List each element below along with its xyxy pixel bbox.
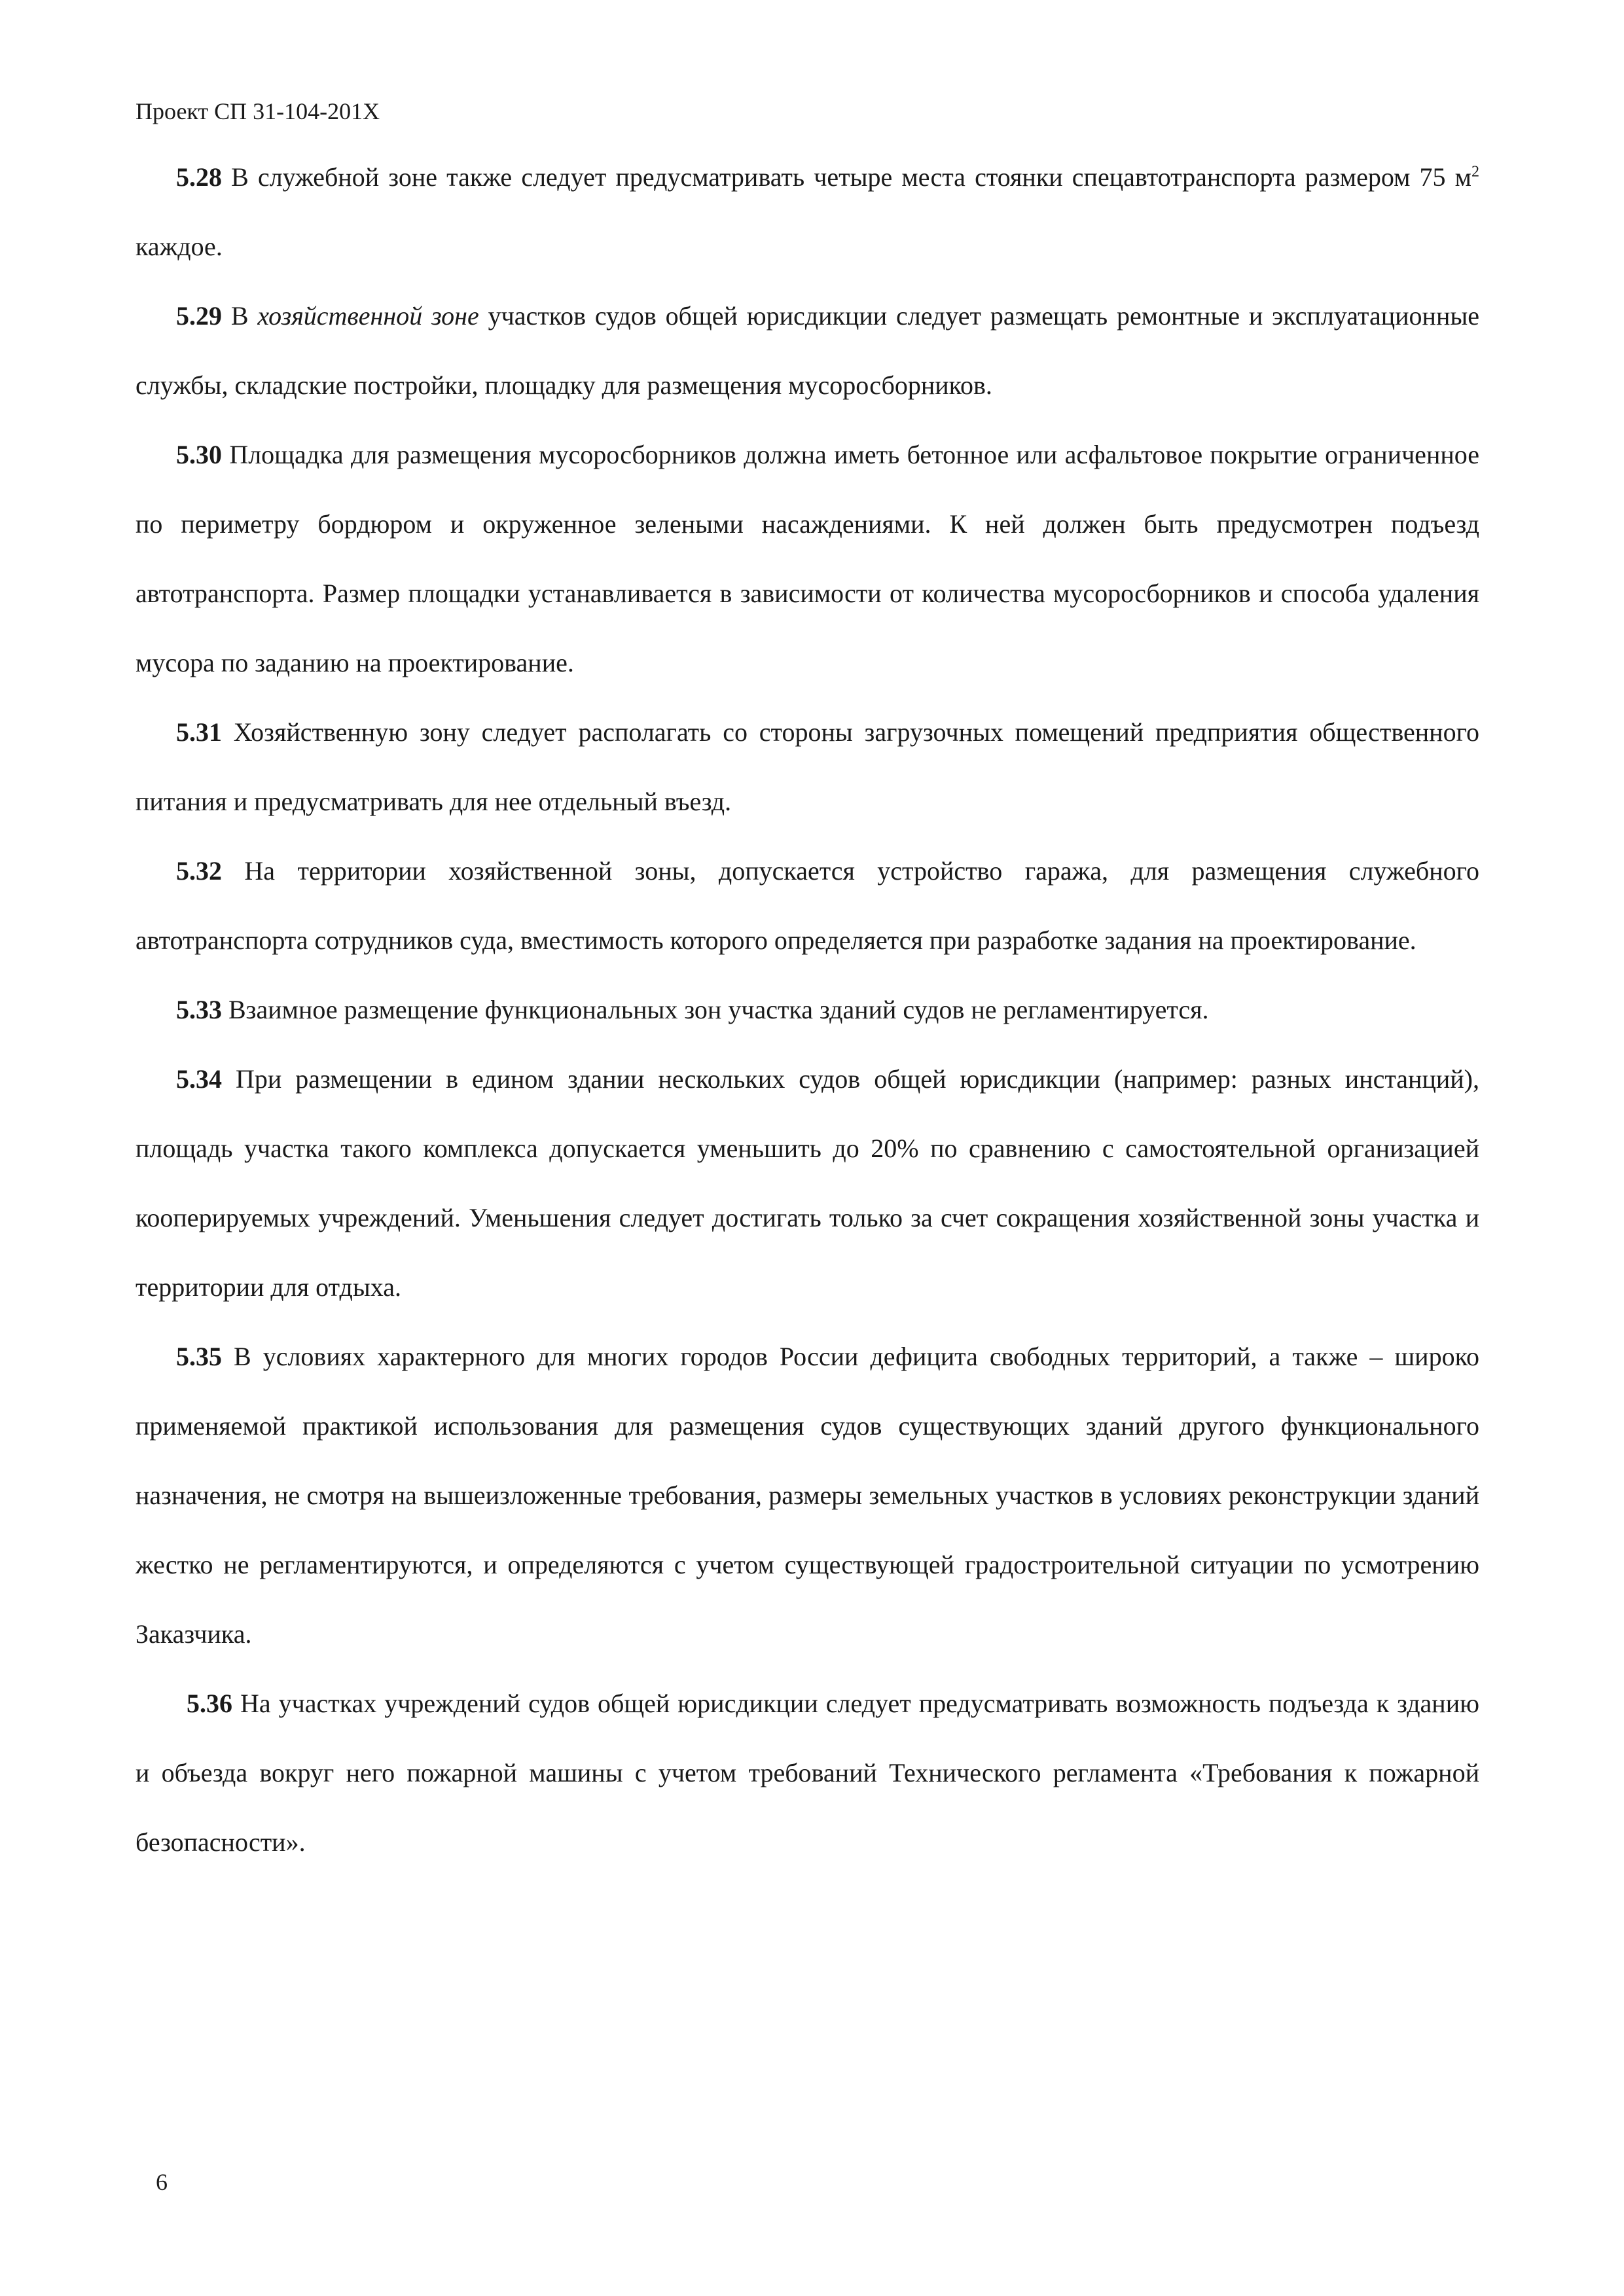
clause-5-36 <box>135 1669 1479 1877</box>
clause-5-34 <box>135 1045 1479 1322</box>
page-number: 6 <box>156 2169 168 2195</box>
clause-text: При размещении в едином здании нескольких судов общей юрисдикции (например: разных инстанций), площадь участка такого комплекса допускается уменьшить до 20% по сравнению с самостоятельной организацией кооперируемых учреждений. Уменьшения следует достигать только за счет сокращения хозяйственной зоны участка и территории для отдыха. <box>135 1064 1479 1302</box>
clause-5-32 <box>135 836 1479 975</box>
superscript: 2 <box>1471 163 1479 181</box>
clause-5-35 <box>135 1322 1479 1669</box>
clause-text: Взаимное размещение функциональных зон участка зданий судов не регламентируется. <box>222 995 1209 1024</box>
clause-text: участков судов общей юрисдикции следует размещать ремонтные и эксплуатационные службы, складские постройки, площадку для размещения мусоросборников. <box>135 301 1479 400</box>
clause-number: 5.34 <box>176 1064 222 1094</box>
clause-text: На участках учреждений судов общей юрисдикции следует предусматривать возможность подъезда к зданию и объезда вокруг него пожарной машины с учетом требований Технического регламента «Требования к пожарной безопасности». <box>135 1689 1479 1857</box>
clause-number: 5.29 <box>176 301 222 331</box>
clause-number: 5.32 <box>176 856 222 886</box>
clause-5-29 <box>135 281 1479 420</box>
clause-number: 5.28 <box>176 162 222 192</box>
clause-5-31 <box>135 698 1479 836</box>
clause-text: В служебной зоне также следует предусматривать четыре места стоянки спецавтотранспорта размером 75 м <box>222 162 1471 192</box>
clause-text: В условиях характерного для многих городов России дефицита свободных территорий, а также – широко применяемой практикой использования для размещения судов существующих зданий другого функционального назначения, не смотря на вышеизложенные требования, размеры земельных участков в условиях реконструкции зданий жестко не регламентируются, и определяются с учетом существующей градостроительной ситуации по усмотрению Заказчика. <box>135 1342 1479 1649</box>
clause-5-28 <box>135 143 1479 281</box>
clause-5-30 <box>135 420 1479 698</box>
clause-number: 5.33 <box>176 995 222 1024</box>
running-header: Проект СП 31-104-201Х <box>135 98 380 124</box>
italic-term: хозяйственной зоне <box>257 301 479 331</box>
clause-number: 5.31 <box>176 717 222 747</box>
clause-text: Хозяйственную зону следует располагать со стороны загрузочных помещений предприятия общественного питания и предусматривать для нее отдельный въезд. <box>135 717 1479 816</box>
body-text <box>135 143 1479 1877</box>
clause-number: 5.36 <box>187 1689 232 1718</box>
clause-text: каждое. <box>135 232 223 261</box>
clause-number: 5.30 <box>176 440 222 469</box>
clause-text: Площадка для размещения мусоросборников должна иметь бетонное или асфальтовое покрытие ограниченное по периметру бордюром и окруженное зелеными насаждениями. К ней должен быть предусмотрен подъезд автотранспорта. Размер площадки устанавливается в зависимости от количества мусоросборников и способа удаления мусора по заданию на проектирование. <box>135 440 1479 677</box>
clause-text: В <box>222 301 258 331</box>
clause-number: 5.35 <box>176 1342 222 1371</box>
clause-5-33 <box>135 975 1479 1045</box>
clause-text: На территории хозяйственной зоны, допускается устройство гаража, для размещения служебного автотранспорта сотрудников суда, вместимость которого определяется при разработке задания на проектирование. <box>135 856 1479 955</box>
